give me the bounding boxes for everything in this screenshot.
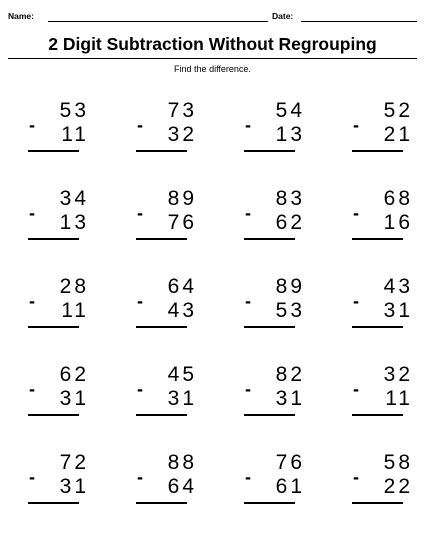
answer-line[interactable] — [136, 150, 187, 152]
minus-sign: - — [29, 115, 35, 135]
problem-body — [137, 275, 197, 335]
problem-body — [29, 99, 89, 159]
subtraction-problem — [235, 451, 343, 539]
minus-sign: - — [137, 115, 143, 135]
minuend: 73 — [167, 99, 197, 122]
subtrahend: 13 — [59, 211, 89, 234]
title-divider — [8, 58, 417, 59]
minus-sign: - — [29, 291, 35, 311]
minuend: 54 — [275, 99, 305, 122]
subtrahend: 31 — [59, 475, 89, 498]
date-field[interactable] — [301, 21, 417, 22]
minuend: 68 — [383, 187, 413, 210]
subtrahend: 61 — [275, 475, 305, 498]
subtrahend: 22 — [383, 475, 413, 498]
minuend: 83 — [275, 187, 305, 210]
answer-line[interactable] — [28, 414, 79, 416]
answer-line[interactable] — [352, 150, 403, 152]
minuend: 72 — [59, 451, 89, 474]
minus-sign: - — [137, 379, 143, 399]
name-field[interactable] — [48, 21, 268, 22]
minus-sign: - — [29, 379, 35, 399]
subtraction-problem — [19, 275, 127, 363]
answer-line[interactable] — [28, 150, 79, 152]
answer-line[interactable] — [136, 414, 187, 416]
answer-line[interactable] — [244, 238, 295, 240]
minus-sign: - — [353, 379, 359, 399]
worksheet-header — [8, 11, 418, 25]
answer-line[interactable] — [244, 502, 295, 504]
subtrahend: 31 — [167, 387, 197, 410]
problem-body — [29, 187, 89, 247]
minus-sign: - — [353, 467, 359, 487]
problem-body — [353, 99, 413, 159]
minuend: 89 — [275, 275, 305, 298]
problem-body — [137, 451, 197, 511]
problem-body — [353, 363, 413, 423]
problem-body — [245, 363, 305, 423]
subtraction-problem — [127, 99, 235, 187]
subtraction-problem — [343, 275, 425, 363]
answer-line[interactable] — [28, 502, 79, 504]
minus-sign: - — [245, 291, 251, 311]
answer-line[interactable] — [244, 150, 295, 152]
answer-line[interactable] — [352, 414, 403, 416]
subtraction-problem — [235, 99, 343, 187]
subtraction-problem — [127, 187, 235, 275]
subtrahend: 31 — [275, 387, 305, 410]
problem-body — [353, 275, 413, 335]
minuend: 89 — [167, 187, 197, 210]
subtraction-problem — [235, 363, 343, 451]
answer-line[interactable] — [352, 238, 403, 240]
minus-sign: - — [353, 203, 359, 223]
minuend: 28 — [59, 275, 89, 298]
minus-sign: - — [245, 467, 251, 487]
subtraction-problem — [343, 363, 425, 451]
subtraction-problem — [127, 275, 235, 363]
subtraction-problem — [19, 99, 127, 187]
minus-sign: - — [29, 203, 35, 223]
minus-sign: - — [137, 291, 143, 311]
page-title: 2 Digit Subtraction Without Regrouping — [48, 34, 377, 54]
answer-line[interactable] — [352, 326, 403, 328]
subtraction-problem — [19, 187, 127, 275]
answer-line[interactable] — [136, 238, 187, 240]
problem-body — [353, 187, 413, 247]
problem-body — [137, 187, 197, 247]
minuend: 88 — [167, 451, 197, 474]
minuend: 58 — [383, 451, 413, 474]
subtraction-problem — [127, 451, 235, 539]
problem-body — [353, 451, 413, 511]
minuend: 64 — [167, 275, 197, 298]
minus-sign: - — [137, 203, 143, 223]
subtrahend: 62 — [275, 211, 305, 234]
subtrahend: 31 — [59, 387, 89, 410]
subtraction-problem — [19, 451, 127, 539]
subtrahend: 11 — [61, 299, 89, 322]
date-label: Date: — [272, 11, 294, 21]
problem-body — [137, 363, 197, 423]
subtrahend: 13 — [275, 123, 305, 146]
minuend: 52 — [383, 99, 413, 122]
answer-line[interactable] — [28, 238, 79, 240]
answer-line[interactable] — [136, 502, 187, 504]
answer-line[interactable] — [352, 502, 403, 504]
name-label: Name: — [8, 11, 34, 21]
subtraction-problem — [235, 275, 343, 363]
minuend: 62 — [59, 363, 89, 386]
subtraction-problem — [343, 187, 425, 275]
problems-grid — [19, 99, 419, 539]
subtrahend: 16 — [383, 211, 413, 234]
subtrahend: 43 — [167, 299, 197, 322]
subtraction-problem — [127, 363, 235, 451]
minus-sign: - — [353, 291, 359, 311]
subtrahend: 32 — [167, 123, 197, 146]
problem-body — [29, 363, 89, 423]
subtrahend: 64 — [167, 475, 197, 498]
minuend: 53 — [59, 99, 89, 122]
minuend: 76 — [275, 451, 305, 474]
problem-body — [29, 451, 89, 511]
subtrahend: 21 — [383, 123, 413, 146]
answer-line[interactable] — [244, 414, 295, 416]
subtraction-problem — [343, 451, 425, 539]
instructions: Find the difference. — [174, 64, 251, 74]
problem-body — [245, 451, 305, 511]
answer-line[interactable] — [136, 326, 187, 328]
answer-line[interactable] — [28, 326, 79, 328]
minus-sign: - — [245, 115, 251, 135]
minus-sign: - — [245, 203, 251, 223]
subtrahend: 31 — [383, 299, 413, 322]
minuend: 45 — [167, 363, 197, 386]
problem-body — [245, 275, 305, 335]
subtrahend: 53 — [275, 299, 305, 322]
problem-body — [29, 275, 89, 335]
minus-sign: - — [245, 379, 251, 399]
subtrahend: 11 — [61, 123, 89, 146]
problem-body — [245, 99, 305, 159]
minuend: 34 — [59, 187, 89, 210]
problem-body — [245, 187, 305, 247]
subtraction-problem — [19, 363, 127, 451]
minus-sign: - — [29, 467, 35, 487]
subtrahend: 76 — [167, 211, 197, 234]
minuend: 43 — [383, 275, 413, 298]
minus-sign: - — [353, 115, 359, 135]
answer-line[interactable] — [244, 326, 295, 328]
minuend: 32 — [383, 363, 413, 386]
minus-sign: - — [137, 467, 143, 487]
subtraction-problem — [235, 187, 343, 275]
minuend: 82 — [275, 363, 305, 386]
subtraction-problem — [343, 99, 425, 187]
problem-body — [137, 99, 197, 159]
subtrahend: 11 — [385, 387, 413, 410]
